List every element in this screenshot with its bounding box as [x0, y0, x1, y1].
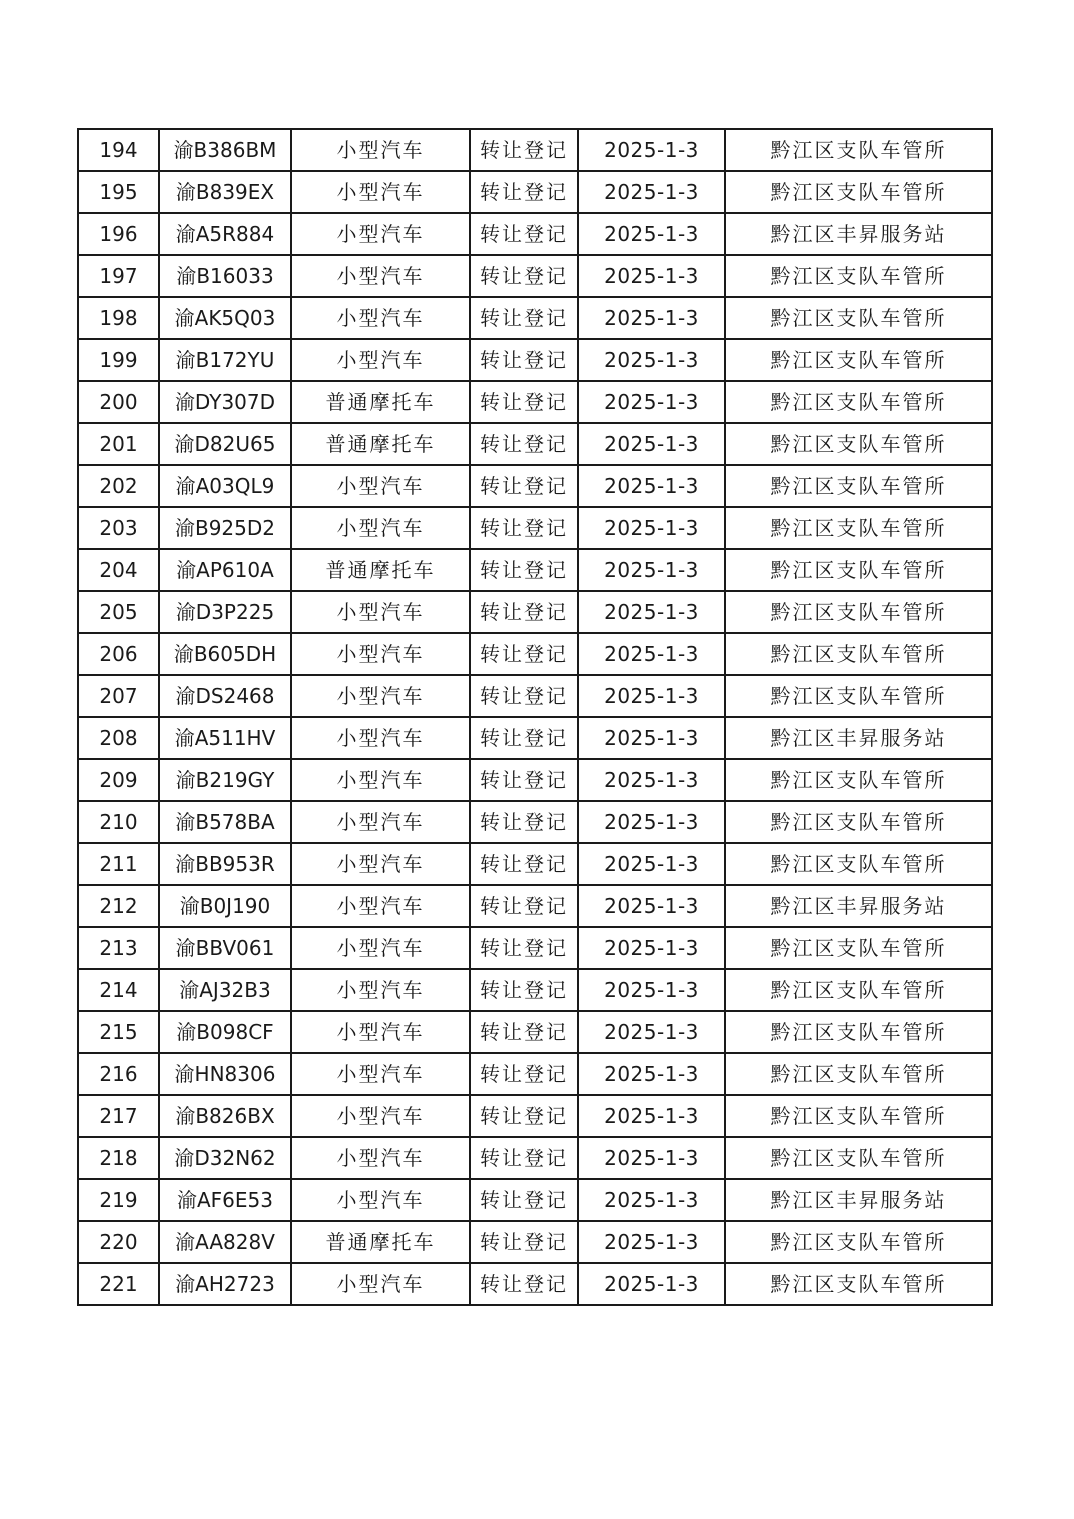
vehicle-type-cell: 小型汽车 [291, 1011, 470, 1053]
table-row [78, 297, 992, 339]
vehicle-type-cell: 小型汽车 [291, 843, 470, 885]
business-type-cell: 转让登记 [470, 381, 578, 423]
table-row [78, 1011, 992, 1053]
office-cell: 黔江区丰昇服务站 [725, 213, 992, 255]
business-type-cell: 转让登记 [470, 1011, 578, 1053]
plate-number-cell: 渝A5R884 [159, 213, 291, 255]
vehicle-type-cell: 普通摩托车 [291, 549, 470, 591]
row-number-cell: 201 [78, 423, 159, 465]
business-type-cell: 转让登记 [470, 549, 578, 591]
plate-number-cell: 渝B386BM [159, 129, 291, 171]
business-type-cell: 转让登记 [470, 1263, 578, 1305]
business-type-cell: 转让登记 [470, 423, 578, 465]
date-cell: 2025-1-3 [578, 717, 725, 759]
table-row [78, 1095, 992, 1137]
date-cell: 2025-1-3 [578, 213, 725, 255]
table-row [78, 213, 992, 255]
vehicle-type-cell: 小型汽车 [291, 801, 470, 843]
plate-number-cell: 渝AK5Q03 [159, 297, 291, 339]
table-row [78, 633, 992, 675]
business-type-cell: 转让登记 [470, 591, 578, 633]
vehicle-type-cell: 小型汽车 [291, 759, 470, 801]
plate-number-cell: 渝B172YU [159, 339, 291, 381]
table-row [78, 507, 992, 549]
date-cell: 2025-1-3 [578, 129, 725, 171]
business-type-cell: 转让登记 [470, 969, 578, 1011]
business-type-cell: 转让登记 [470, 801, 578, 843]
table-row [78, 927, 992, 969]
business-type-cell: 转让登记 [470, 1179, 578, 1221]
table-row [78, 759, 992, 801]
table-row [78, 717, 992, 759]
office-cell: 黔江区支队车管所 [725, 1137, 992, 1179]
vehicle-type-cell: 小型汽车 [291, 927, 470, 969]
vehicle-type-cell: 小型汽车 [291, 213, 470, 255]
plate-number-cell: 渝DS2468 [159, 675, 291, 717]
row-number-cell: 221 [78, 1263, 159, 1305]
business-type-cell: 转让登记 [470, 339, 578, 381]
business-type-cell: 转让登记 [470, 171, 578, 213]
business-type-cell: 转让登记 [470, 885, 578, 927]
office-cell: 黔江区丰昇服务站 [725, 885, 992, 927]
vehicle-type-cell: 小型汽车 [291, 1263, 470, 1305]
row-number-cell: 218 [78, 1137, 159, 1179]
plate-number-cell: 渝HN8306 [159, 1053, 291, 1095]
row-number-cell: 199 [78, 339, 159, 381]
row-number-cell: 210 [78, 801, 159, 843]
date-cell: 2025-1-3 [578, 969, 725, 1011]
business-type-cell: 转让登记 [470, 717, 578, 759]
office-cell: 黔江区支队车管所 [725, 675, 992, 717]
row-number-cell: 217 [78, 1095, 159, 1137]
table-row [78, 1053, 992, 1095]
office-cell: 黔江区支队车管所 [725, 633, 992, 675]
plate-number-cell: 渝B16033 [159, 255, 291, 297]
table-row [78, 129, 992, 171]
row-number-cell: 195 [78, 171, 159, 213]
table-row [78, 801, 992, 843]
office-cell: 黔江区支队车管所 [725, 507, 992, 549]
table-row [78, 423, 992, 465]
row-number-cell: 206 [78, 633, 159, 675]
plate-number-cell: 渝D3P225 [159, 591, 291, 633]
business-type-cell: 转让登记 [470, 1137, 578, 1179]
date-cell: 2025-1-3 [578, 549, 725, 591]
row-number-cell: 209 [78, 759, 159, 801]
office-cell: 黔江区支队车管所 [725, 927, 992, 969]
table-row [78, 549, 992, 591]
plate-number-cell: 渝A03QL9 [159, 465, 291, 507]
office-cell: 黔江区支队车管所 [725, 1053, 992, 1095]
row-number-cell: 200 [78, 381, 159, 423]
vehicle-type-cell: 小型汽车 [291, 591, 470, 633]
office-cell: 黔江区支队车管所 [725, 255, 992, 297]
row-number-cell: 197 [78, 255, 159, 297]
office-cell: 黔江区支队车管所 [725, 759, 992, 801]
vehicle-type-cell: 普通摩托车 [291, 381, 470, 423]
row-number-cell: 196 [78, 213, 159, 255]
office-cell: 黔江区支队车管所 [725, 843, 992, 885]
office-cell: 黔江区支队车管所 [725, 297, 992, 339]
date-cell: 2025-1-3 [578, 843, 725, 885]
office-cell: 黔江区支队车管所 [725, 381, 992, 423]
row-number-cell: 219 [78, 1179, 159, 1221]
vehicle-type-cell: 小型汽车 [291, 507, 470, 549]
table-row [78, 969, 992, 1011]
row-number-cell: 215 [78, 1011, 159, 1053]
date-cell: 2025-1-3 [578, 1011, 725, 1053]
office-cell: 黔江区支队车管所 [725, 1263, 992, 1305]
plate-number-cell: 渝B219GY [159, 759, 291, 801]
date-cell: 2025-1-3 [578, 927, 725, 969]
plate-number-cell: 渝AA828V [159, 1221, 291, 1263]
business-type-cell: 转让登记 [470, 465, 578, 507]
office-cell: 黔江区丰昇服务站 [725, 717, 992, 759]
table-row [78, 675, 992, 717]
table-row [78, 1137, 992, 1179]
business-type-cell: 转让登记 [470, 255, 578, 297]
row-number-cell: 213 [78, 927, 159, 969]
office-cell: 黔江区支队车管所 [725, 129, 992, 171]
row-number-cell: 202 [78, 465, 159, 507]
row-number-cell: 220 [78, 1221, 159, 1263]
business-type-cell: 转让登记 [470, 633, 578, 675]
plate-number-cell: 渝AJ32B3 [159, 969, 291, 1011]
date-cell: 2025-1-3 [578, 885, 725, 927]
plate-number-cell: 渝AP610A [159, 549, 291, 591]
date-cell: 2025-1-3 [578, 675, 725, 717]
table-row [78, 591, 992, 633]
business-type-cell: 转让登记 [470, 129, 578, 171]
office-cell: 黔江区支队车管所 [725, 423, 992, 465]
plate-number-cell: 渝B925D2 [159, 507, 291, 549]
table-row [78, 843, 992, 885]
office-cell: 黔江区支队车管所 [725, 1221, 992, 1263]
date-cell: 2025-1-3 [578, 507, 725, 549]
table-row [78, 885, 992, 927]
row-number-cell: 203 [78, 507, 159, 549]
business-type-cell: 转让登记 [470, 1095, 578, 1137]
table-row [78, 1263, 992, 1305]
business-type-cell: 转让登记 [470, 213, 578, 255]
table-row [78, 465, 992, 507]
row-number-cell: 207 [78, 675, 159, 717]
row-number-cell: 211 [78, 843, 159, 885]
vehicle-type-cell: 小型汽车 [291, 297, 470, 339]
vehicle-type-cell: 小型汽车 [291, 465, 470, 507]
plate-number-cell: 渝D32N62 [159, 1137, 291, 1179]
business-type-cell: 转让登记 [470, 1221, 578, 1263]
vehicle-type-cell: 小型汽车 [291, 885, 470, 927]
plate-number-cell: 渝B0J190 [159, 885, 291, 927]
row-number-cell: 216 [78, 1053, 159, 1095]
date-cell: 2025-1-3 [578, 1263, 725, 1305]
vehicle-type-cell: 小型汽车 [291, 1179, 470, 1221]
plate-number-cell: 渝D82U65 [159, 423, 291, 465]
date-cell: 2025-1-3 [578, 1137, 725, 1179]
vehicle-type-cell: 小型汽车 [291, 969, 470, 1011]
table-row [78, 381, 992, 423]
date-cell: 2025-1-3 [578, 339, 725, 381]
office-cell: 黔江区支队车管所 [725, 591, 992, 633]
row-number-cell: 204 [78, 549, 159, 591]
vehicle-type-cell: 小型汽车 [291, 1137, 470, 1179]
table-row [78, 1179, 992, 1221]
vehicle-type-cell: 小型汽车 [291, 1095, 470, 1137]
plate-number-cell: 渝AH2723 [159, 1263, 291, 1305]
date-cell: 2025-1-3 [578, 381, 725, 423]
date-cell: 2025-1-3 [578, 1221, 725, 1263]
business-type-cell: 转让登记 [470, 927, 578, 969]
plate-number-cell: 渝AF6E53 [159, 1179, 291, 1221]
vehicle-type-cell: 小型汽车 [291, 717, 470, 759]
table-row [78, 171, 992, 213]
table-body [78, 129, 992, 1305]
plate-number-cell: 渝B098CF [159, 1011, 291, 1053]
plate-number-cell: 渝B605DH [159, 633, 291, 675]
office-cell: 黔江区支队车管所 [725, 801, 992, 843]
table-row [78, 339, 992, 381]
office-cell: 黔江区支队车管所 [725, 1095, 992, 1137]
plate-number-cell: 渝DY307D [159, 381, 291, 423]
office-cell: 黔江区支队车管所 [725, 969, 992, 1011]
date-cell: 2025-1-3 [578, 633, 725, 675]
business-type-cell: 转让登记 [470, 759, 578, 801]
vehicle-type-cell: 小型汽车 [291, 171, 470, 213]
date-cell: 2025-1-3 [578, 1053, 725, 1095]
business-type-cell: 转让登记 [470, 1053, 578, 1095]
business-type-cell: 转让登记 [470, 507, 578, 549]
office-cell: 黔江区支队车管所 [725, 549, 992, 591]
vehicle-type-cell: 小型汽车 [291, 129, 470, 171]
row-number-cell: 208 [78, 717, 159, 759]
vehicle-type-cell: 小型汽车 [291, 1053, 470, 1095]
plate-number-cell: 渝B839EX [159, 171, 291, 213]
office-cell: 黔江区支队车管所 [725, 339, 992, 381]
office-cell: 黔江区支队车管所 [725, 171, 992, 213]
table-row [78, 255, 992, 297]
plate-number-cell: 渝B578BA [159, 801, 291, 843]
plate-number-cell: 渝A511HV [159, 717, 291, 759]
office-cell: 黔江区丰昇服务站 [725, 1179, 992, 1221]
date-cell: 2025-1-3 [578, 1095, 725, 1137]
plate-number-cell: 渝BB953R [159, 843, 291, 885]
date-cell: 2025-1-3 [578, 297, 725, 339]
date-cell: 2025-1-3 [578, 171, 725, 213]
office-cell: 黔江区支队车管所 [725, 465, 992, 507]
date-cell: 2025-1-3 [578, 591, 725, 633]
date-cell: 2025-1-3 [578, 255, 725, 297]
date-cell: 2025-1-3 [578, 759, 725, 801]
table-row [78, 1221, 992, 1263]
vehicle-type-cell: 小型汽车 [291, 339, 470, 381]
vehicle-type-cell: 小型汽车 [291, 633, 470, 675]
row-number-cell: 212 [78, 885, 159, 927]
row-number-cell: 198 [78, 297, 159, 339]
office-cell: 黔江区支队车管所 [725, 1011, 992, 1053]
date-cell: 2025-1-3 [578, 465, 725, 507]
date-cell: 2025-1-3 [578, 801, 725, 843]
row-number-cell: 205 [78, 591, 159, 633]
row-number-cell: 194 [78, 129, 159, 171]
business-type-cell: 转让登记 [470, 675, 578, 717]
vehicle-transfer-table [77, 128, 993, 1306]
business-type-cell: 转让登记 [470, 297, 578, 339]
vehicle-type-cell: 普通摩托车 [291, 423, 470, 465]
date-cell: 2025-1-3 [578, 423, 725, 465]
vehicle-type-cell: 小型汽车 [291, 255, 470, 297]
plate-number-cell: 渝BBV061 [159, 927, 291, 969]
business-type-cell: 转让登记 [470, 843, 578, 885]
vehicle-type-cell: 小型汽车 [291, 675, 470, 717]
date-cell: 2025-1-3 [578, 1179, 725, 1221]
vehicle-type-cell: 普通摩托车 [291, 1221, 470, 1263]
row-number-cell: 214 [78, 969, 159, 1011]
plate-number-cell: 渝B826BX [159, 1095, 291, 1137]
